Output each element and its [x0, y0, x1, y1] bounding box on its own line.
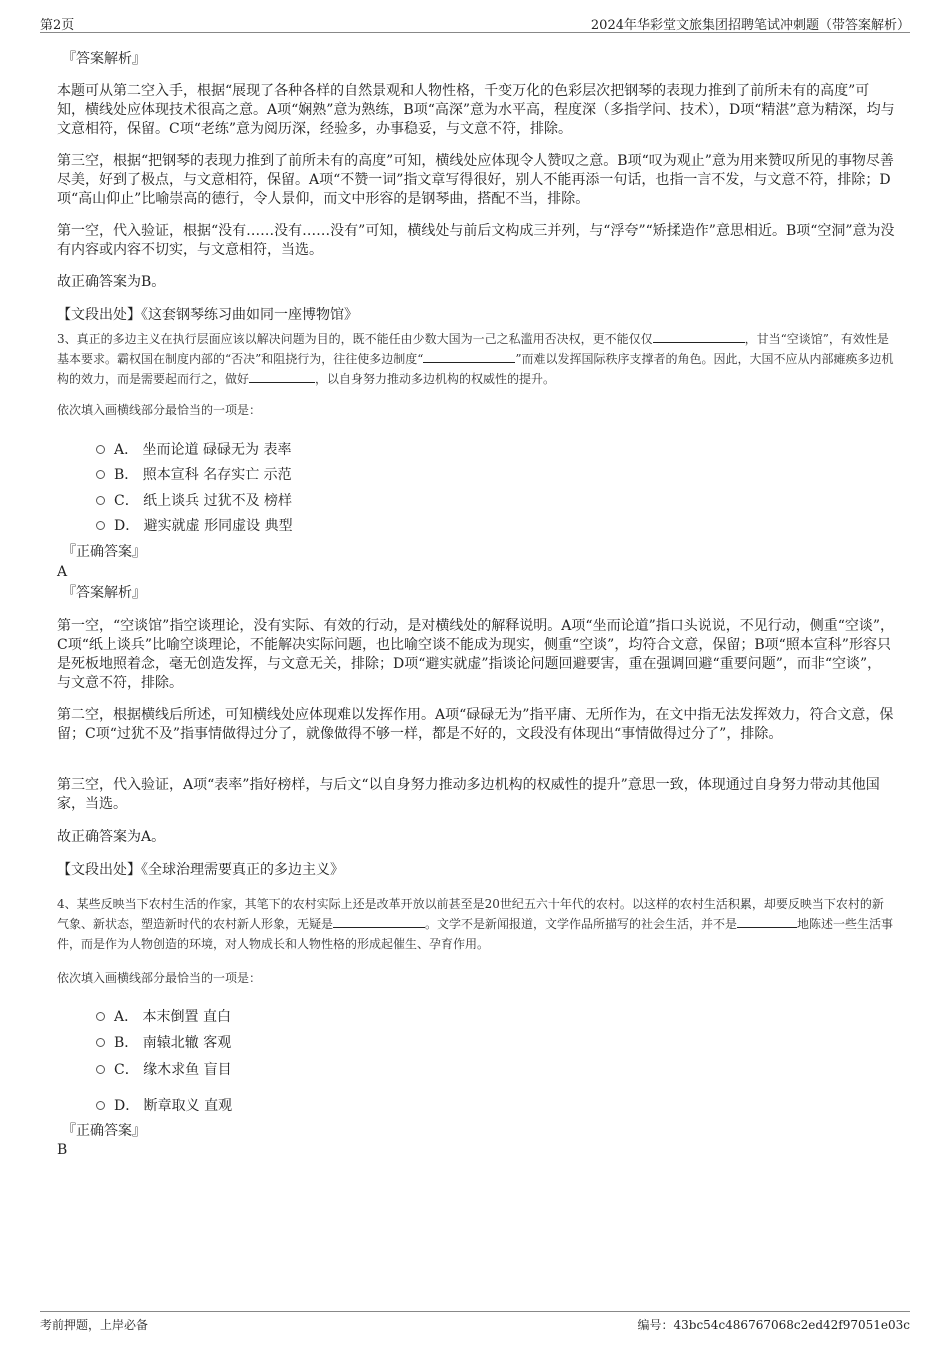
page-header [40, 10, 910, 33]
option-c[interactable]: C． 纸上谈兵 过犹不及 榜样 [96, 490, 292, 510]
option-b[interactable]: B． 南辕北辙 客观 [96, 1032, 231, 1052]
answer-value: B [57, 1142, 68, 1158]
blank-line [423, 350, 515, 363]
answer-label: 『正确答案』 [62, 1123, 146, 1139]
radio-button[interactable] [96, 1012, 105, 1021]
answer-conclusion: 故正确答案为A。 [57, 829, 166, 845]
blank-line [653, 330, 745, 343]
answer-label: 『正确答案』 [62, 544, 146, 560]
document-id: 编号：43bc54c486767068c2ed42f97051e03c [637, 1318, 910, 1332]
analysis-paragraph: 第三空，根据“把钢琴的表现力推到了前所未有的高度”可知，横线处应体现令人赞叹之意。B项“叹为观止”意为用来赞叹所见的事物尽善尽美，好到了极点，与文意相符，保留。A项“不赞一词”指文章写得很好，别人不能再添一句话，也指一言不发，与文意不符，排除；D项“高山仰止”比喻崇高的德行，令人景仰，而文中形容的是钢琴曲，搭配不当，排除。 [57, 153, 894, 207]
option-d[interactable]: D． 断章取义 直观 [96, 1095, 232, 1115]
radio-button[interactable] [96, 1101, 105, 1110]
footer-slogan: 考前押题，上岸必备 [40, 1318, 149, 1332]
source-citation: 【文段出处】《这套钢琴练习曲如同一座博物馆》 [57, 307, 358, 323]
answer-value: A [57, 564, 68, 580]
analysis-paragraph: 第三空，代入验证，A项“表率”指好榜样，与后文“以自身努力推动多边机构的权威性的提升”意思一致，体现通过自身努力带动其他国家，当选。 [57, 777, 880, 812]
question-stem: 3、真正的多边主义在执行层面应该以解决问题为目的，既不能任由少数大国为一己之私滥用否决权，更不能仅仅 ，甘当“空谈馆”，有效性是基本要求。霸权国在制度内部的“否决”和阻挠行为，往往使多边制度“ ”而难以发挥国际秩序支撑者的角色。因此，大国不应从内部瘫痪多边机构的效力，而是需要起而行之，做好 ，以自身努力推动多边机构的权威性的提升。 [57, 332, 894, 386]
option-c[interactable]: C． 缘木求鱼 盲目 [96, 1059, 232, 1079]
option-b[interactable]: B． 照本宣科 名存实亡 示范 [96, 464, 292, 484]
option-d[interactable]: D． 避实就虚 形同虚设 典型 [96, 515, 293, 535]
analysis-paragraph: 第一空，代入验证，根据“没有……没有……没有”可知，横线处与前后文构成三并列，与“浮夸”“矫揉造作”意思相近。B项“空洞”意为没有内容或内容不切实，与文意相符，当选。 [57, 223, 895, 258]
radio-button[interactable] [96, 521, 105, 530]
doc-title: 2024年华彩堂文旅集团招聘笔试冲刺题（带答案解析） [590, 18, 910, 33]
radio-button[interactable] [96, 445, 105, 454]
analysis-paragraph: 第二空，根据横线后所述，可知横线处应体现难以发挥作用。A项“碌碌无为”指平庸、无所作为，在文中指无法发挥效力，符合文意，保留；C项“过犹不及”指事情做得过分了，就像做得不够一样，都是不好的，文段没有体现出“事情做得过分了”，排除。 [57, 707, 894, 742]
page-footer [40, 1311, 910, 1334]
radio-button[interactable] [96, 1065, 105, 1074]
analysis-paragraph: 本题可从第二空入手，根据“展现了各种各样的自然景观和人物性格，千变万化的色彩层次把钢琴的表现力推到了前所未有的高度”可知，横线处应体现技术很高之意。A项“娴熟”意为熟练，B项“高深”意为水平高，程度深（多指学问、技术），D项“精湛”意为精深，均与文意相符，保留。C项“老练”意为阅历深，经验多，办事稳妥，与文意不符，排除。 [57, 83, 895, 137]
question-prompt: 依次填入画横线部分最恰当的一项是： [57, 971, 262, 985]
option-a[interactable]: A． 坐而论道 碌碌无为 表率 [96, 439, 291, 459]
option-a[interactable]: A． 本末倒置 直白 [96, 1006, 231, 1026]
radio-button[interactable] [96, 496, 105, 505]
radio-button[interactable] [96, 470, 105, 479]
blank-line [249, 370, 315, 383]
analysis-label: 『答案解析』 [62, 585, 146, 601]
question-stem: 4、某些反映当下农村生活的作家，其笔下的农村实际上还是改革开放以前甚至是20世纪五六十年代的农村。以这样的农村生活积累，却要反映当下农村的新气象、新状态，塑造新时代的农村新人形象，无疑是 。文学不是新闻报道，文学作品所描写的社会生活，并不是 地陈述一些生活事件，而是作为人物创造的环境，对人物成长和人物性格的形成起催生、孕育作用。 [57, 897, 894, 951]
blank-line [737, 915, 797, 928]
question-prompt: 依次填入画横线部分最恰当的一项是： [57, 403, 262, 417]
source-citation: 【文段出处】《全球治理需要真正的多边主义》 [57, 862, 344, 878]
analysis-label: 『答案解析』 [62, 51, 146, 67]
answer-conclusion: 故正确答案为B。 [57, 274, 166, 290]
analysis-paragraph: 第一空，“空谈馆”指空谈理论，没有实际、有效的行动，是对横线处的解释说明。A项“坐而论道”指口头说说，不见行动，侧重“空谈”，C项“纸上谈兵”比喻空谈理论，不能解决实际问题，也比喻空谈不能成为现实，侧重“空谈”，均符合文意，保留；B项“照本宣科”形容只是死板地照着念，毫无创造发挥，与文意无关，排除；D项“避实就虚”指谈论问题回避要害，重在强调回避“重要问题”，而非“空谈”，与文意不符，排除。 [57, 618, 895, 691]
page-number: 第2页 [40, 18, 75, 33]
blank-line [333, 915, 425, 928]
radio-button[interactable] [96, 1038, 105, 1047]
